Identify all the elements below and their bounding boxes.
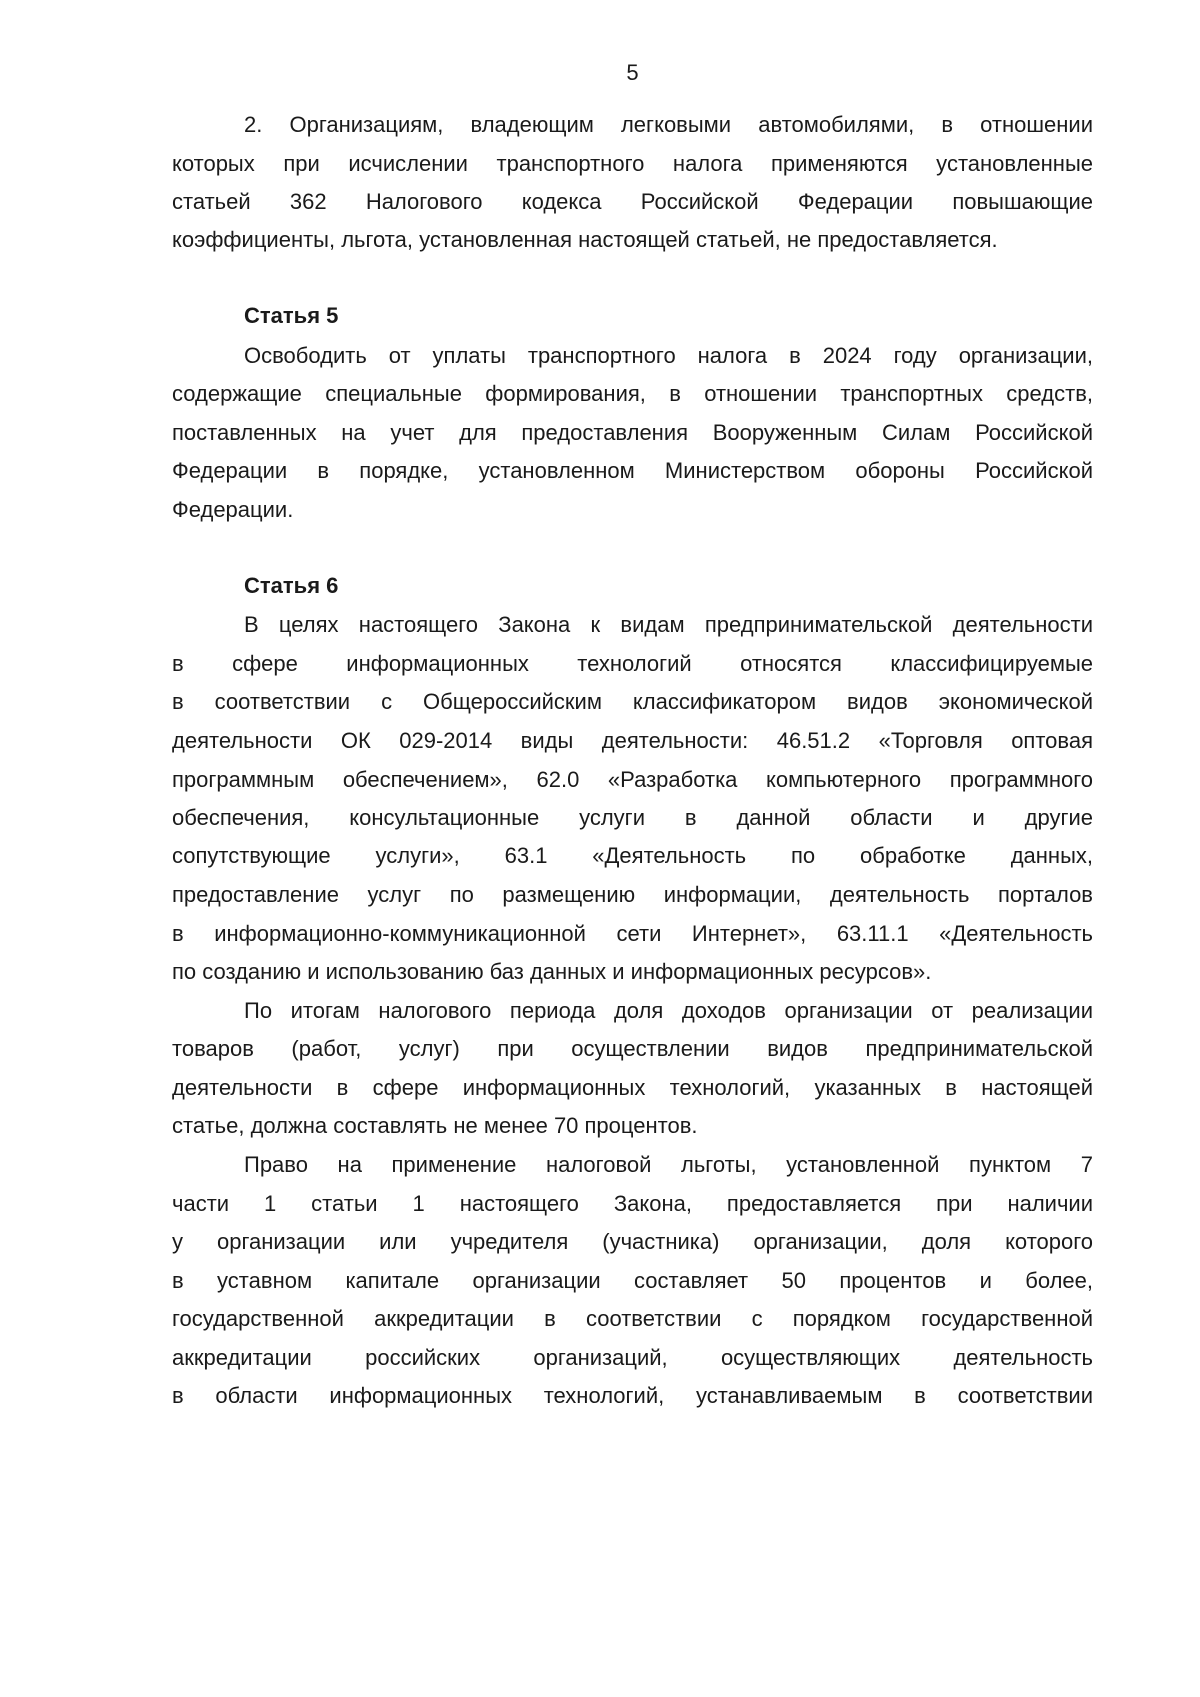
- paragraph-line: статьей 362 Налогового кодекса Российской Федерации повышающие: [172, 189, 1093, 214]
- paragraph-line: Федерации в порядке, установленном Министерством обороны Российской: [172, 458, 1093, 483]
- paragraph-line: Освободить от уплаты транспортного налога в 2024 году организации,: [244, 343, 1093, 368]
- paragraph-line: Право на применение налоговой льготы, установленной пунктом 7: [244, 1152, 1093, 1177]
- paragraph-line: в уставном капитале организации составляет 50 процентов и более,: [172, 1268, 1093, 1293]
- paragraph-line: по созданию и использованию баз данных и информационных ресурсов».: [172, 959, 932, 984]
- paragraph-line: программным обеспечением», 62.0 «Разработка компьютерного программного: [172, 767, 1093, 792]
- paragraph-line: части 1 статьи 1 настоящего Закона, предоставляется при наличии: [172, 1191, 1093, 1216]
- paragraph-line: государственной аккредитации в соответствии с порядком государственной: [172, 1306, 1093, 1331]
- paragraph-line: содержащие специальные формирования, в отношении транспортных средств,: [172, 381, 1093, 406]
- paragraph-line: в информационно-коммуникационной сети Интернет», 63.11.1 «Деятельность: [172, 921, 1093, 946]
- paragraph-line: Федерации.: [172, 497, 294, 522]
- paragraph-line: поставленных на учет для предоставления Вооруженным Силам Российской: [172, 420, 1093, 445]
- paragraph-line: в области информационных технологий, устанавливаемым в соответствии: [172, 1383, 1093, 1408]
- paragraph-line: деятельности в сфере информационных технологий, указанных в настоящей: [172, 1075, 1093, 1100]
- paragraph-line: По итогам налогового периода доля доходов организации от реализации: [244, 998, 1093, 1023]
- paragraph-line: обеспечения, консультационные услуги в данной области и другие: [172, 805, 1093, 830]
- paragraph-line: предоставление услуг по размещению информации, деятельность порталов: [172, 882, 1093, 907]
- paragraph-line: статье, должна составлять не менее 70 процентов.: [172, 1113, 698, 1138]
- paragraph-line: аккредитации российских организаций, осуществляющих деятельность: [172, 1345, 1093, 1370]
- article-heading: Статья 6: [244, 573, 339, 598]
- paragraph-line: 2. Организациям, владеющим легковыми автомобилями, в отношении: [244, 112, 1093, 137]
- paragraph-line: у организации или учредителя (участника) организации, доля которого: [172, 1229, 1093, 1254]
- paragraph-line: В целях настоящего Закона к видам предпринимательской деятельности: [244, 612, 1093, 637]
- paragraph-line: коэффициенты, льгота, установленная настоящей статьей, не предоставляется.: [172, 227, 998, 252]
- article-heading: Статья 5: [244, 303, 339, 328]
- paragraph-line: в сфере информационных технологий относятся классифицируемые: [172, 651, 1093, 676]
- paragraph-line: товаров (работ, услуг) при осуществлении видов предпринимательской: [172, 1036, 1093, 1061]
- page-number: 5: [626, 60, 639, 85]
- paragraph-line: в соответствии с Общероссийским классификатором видов экономической: [172, 689, 1093, 714]
- paragraph-line: деятельности ОК 029-2014 виды деятельности: 46.51.2 «Торговля оптовая: [172, 728, 1093, 753]
- paragraph-line: сопутствующие услуги», 63.1 «Деятельность по обработке данных,: [172, 843, 1093, 868]
- paragraph-line: которых при исчислении транспортного налога применяются установленные: [172, 151, 1093, 176]
